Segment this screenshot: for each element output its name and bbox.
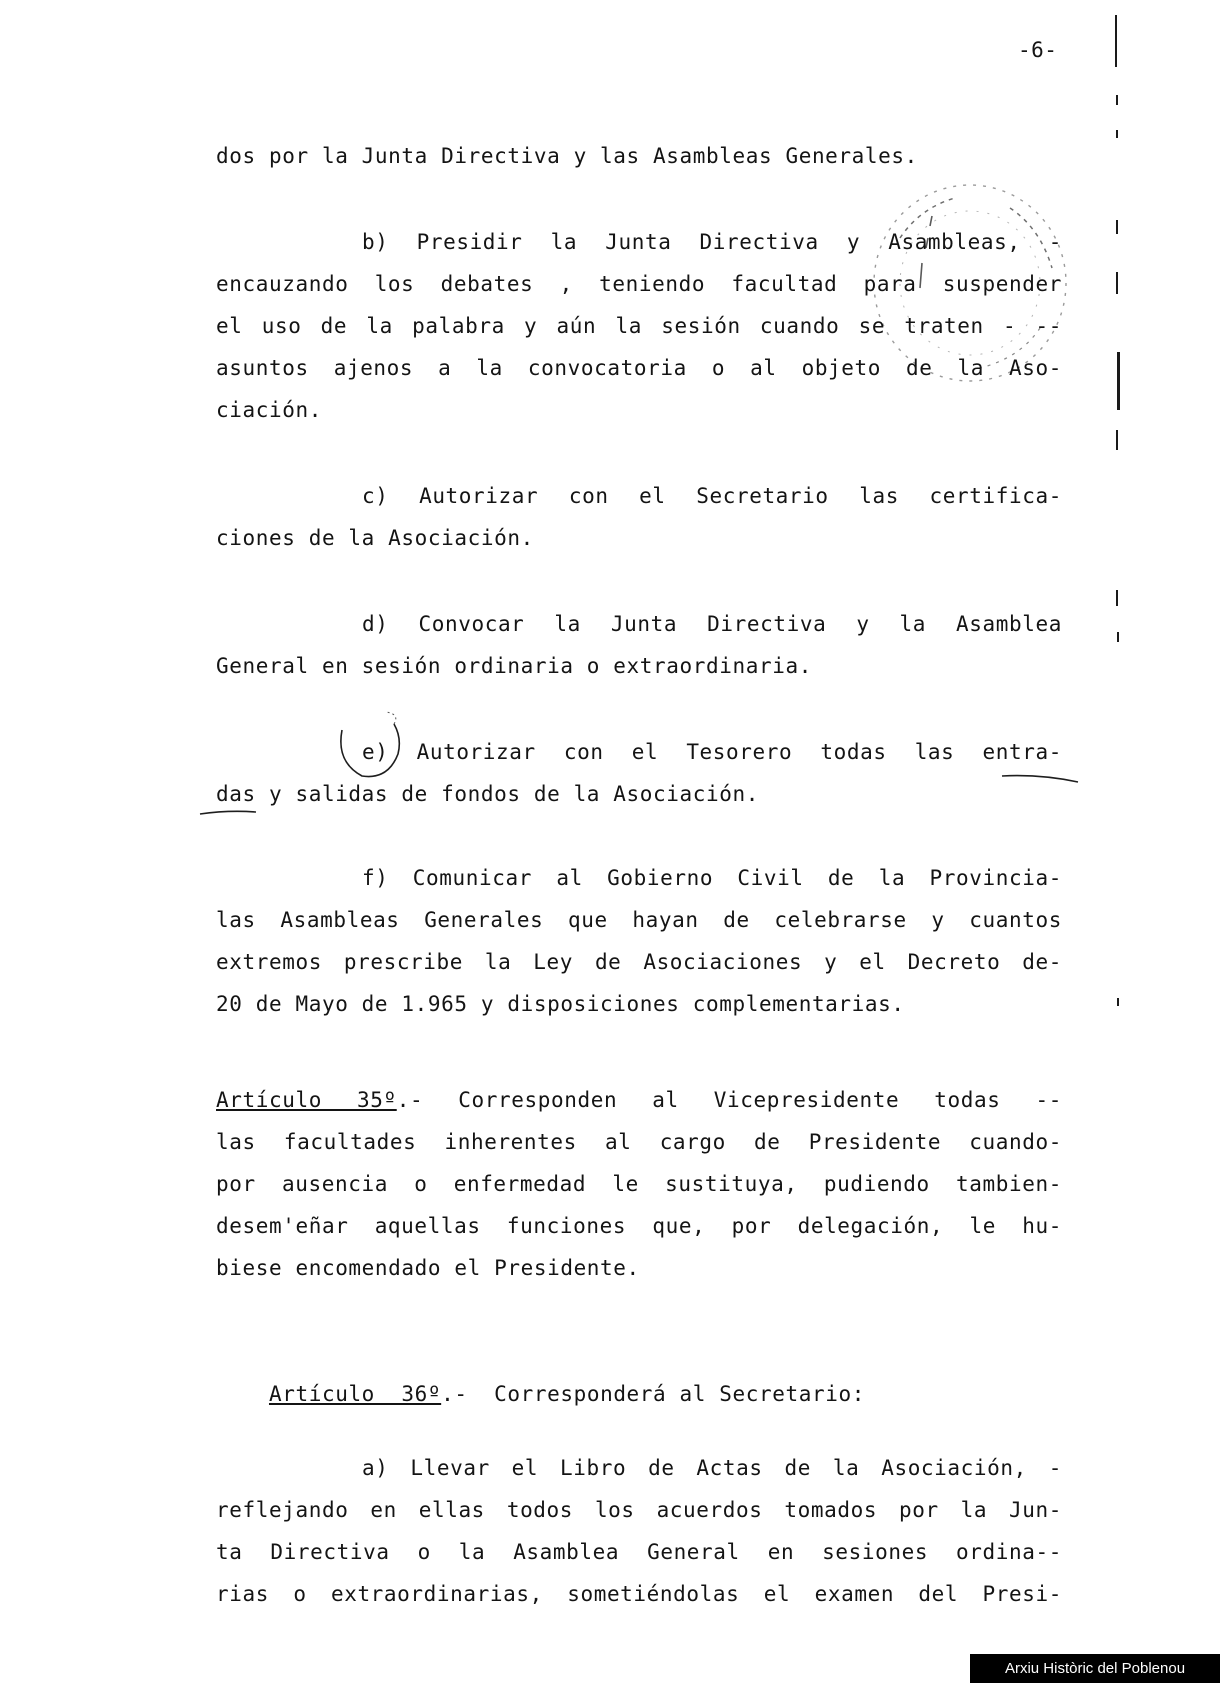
margin-mark	[1116, 272, 1118, 294]
page-number: -6-	[1018, 38, 1058, 62]
text-line: las Asambleas Generales que hayan de celebrarse y cuantos	[216, 908, 1062, 932]
archive-watermark-label: Arxiu Històric del Poblenou	[970, 1654, 1220, 1683]
text-line: asuntos ajenos a la convocatoria o al objeto de la Aso-	[216, 356, 1062, 380]
article-heading: Artículo 35º	[216, 1088, 397, 1112]
text-line: rias o extraordinarias, sometiéndolas el examen del Presi-	[216, 1582, 1062, 1606]
text-line: a) Llevar el Libro de Actas de la Asociación, -	[362, 1456, 1062, 1480]
article-36-line	[216, 1352, 1062, 1406]
text-span: .- Corresponderá al Secretario:	[441, 1382, 865, 1406]
text-line: dos por la Junta Directiva y las Asambleas Generales.	[216, 144, 918, 168]
text-line: reflejando en ellas todos los acuerdos tomados por la Jun-	[216, 1498, 1062, 1522]
text-line: b) Presidir la Junta Directiva y Asambleas, -	[362, 230, 1062, 254]
text-line: ciones de la Asociación.	[216, 526, 534, 550]
text-line: biese encomendado el Presidente.	[216, 1256, 640, 1280]
margin-mark	[1117, 352, 1120, 410]
text-line: el uso de la palabra y aún la sesión cuando se traten - --	[216, 314, 1062, 338]
margin-mark	[1116, 130, 1118, 138]
text-line: desem'eñar aquellas funciones que, por delegación, le hu-	[216, 1214, 1062, 1238]
text-line: f) Comunicar al Gobierno Civil de la Provincia-	[362, 866, 1062, 890]
text-line: General en sesión ordinaria o extraordinaria.	[216, 654, 812, 678]
article-heading: Artículo 36º	[268, 1382, 442, 1406]
text-line: extremos prescribe la Ley de Asociaciones y el Decreto de-	[216, 950, 1062, 974]
article-35-line	[216, 1086, 1062, 1114]
text-line: ciación.	[216, 398, 322, 422]
text-line: encauzando los debates , teniendo facultad para suspender	[216, 272, 1062, 296]
margin-mark	[1117, 998, 1119, 1006]
text-line: ta Directiva o la Asamblea General en sesiones ordina--	[216, 1540, 1062, 1564]
handwritten-dash	[198, 806, 258, 820]
margin-mark	[1116, 95, 1118, 105]
text-line: por ausencia o enfermedad le sustituya, pudiendo tambien-	[216, 1172, 1062, 1196]
text-line: das y salidas de fondos de la Asociación.	[216, 782, 759, 806]
margin-mark	[1116, 220, 1118, 234]
margin-mark	[1117, 632, 1119, 642]
text-span: .- Corresponden al Vicepresidente todas --	[396, 1088, 1062, 1112]
margin-mark	[1116, 590, 1118, 606]
text-line: 20 de Mayo de 1.965 y disposiciones complementarias.	[216, 992, 905, 1016]
text-line: c) Autorizar con el Secretario las certifica-	[362, 484, 1062, 508]
text-line: las facultades inherentes al cargo de Presidente cuando-	[216, 1130, 1062, 1154]
text-line: e) Autorizar con el Tesorero todas las entra-	[362, 740, 1062, 764]
margin-mark	[1116, 430, 1118, 450]
text-line: d) Convocar la Junta Directiva y la Asamblea	[362, 612, 1062, 636]
margin-mark	[1115, 15, 1117, 67]
